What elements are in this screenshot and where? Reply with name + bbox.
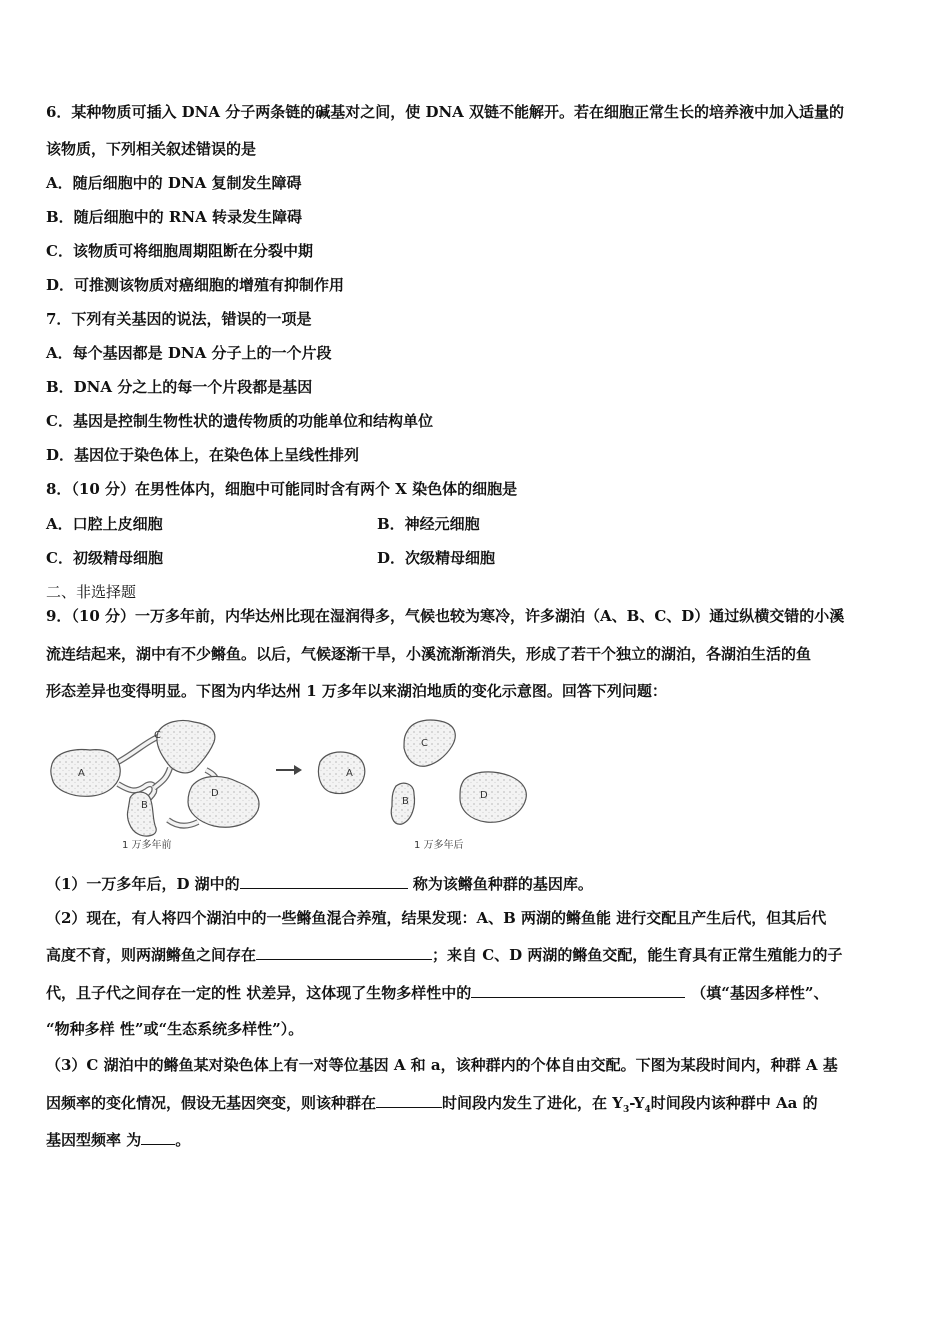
lake-label-b-before: B bbox=[141, 800, 148, 811]
lake-label-a-before: A bbox=[78, 768, 85, 779]
q9-part2-line4: “物种多样 性”或“生态系统多样性”）。 bbox=[46, 1020, 304, 1038]
q9-part2-line2 bbox=[46, 945, 842, 965]
q9-part1-text-post: 称为该鳉鱼种群的基因库。 bbox=[407, 875, 593, 893]
q6-stem-line1: 6．某种物质可插入 DNA 分子两条链的碱基对之间，使 DNA 双链不能解开。若在细胞正常生长的培养液中加入适量的 bbox=[46, 103, 845, 121]
caption-before: 1 万多年前 bbox=[122, 840, 172, 851]
q6-option-b: B．随后细胞中的 RNA 转录发生障碍 bbox=[46, 208, 302, 226]
lake-label-b-after: B bbox=[402, 796, 409, 807]
q9-part3-line2-pre: 因频率的变化情况，假设无基因突变，则该种群在 bbox=[46, 1094, 377, 1112]
lake-change-figure bbox=[46, 712, 546, 857]
q9-part3-line2-mid: 时间段内发生了进化，在 Y bbox=[442, 1094, 623, 1112]
q9-part3-line3-pre: 基因型频率 为 bbox=[46, 1131, 142, 1149]
q7-option-a: A．每个基因都是 DNA 分子上的一个片段 bbox=[46, 344, 332, 362]
subscript-3: 3 bbox=[622, 1105, 630, 1115]
lake-label-d-before: D bbox=[211, 788, 219, 799]
answer-blank-4[interactable] bbox=[376, 1093, 442, 1108]
q9-part3-line1: （3）C 湖泊中的鳉鱼某对染色体上有一对等位基因 A 和 a，该种群内的个体自由交配。下图为某段时间内，种群 A 基 bbox=[46, 1056, 838, 1074]
q9-part2-line3 bbox=[46, 983, 829, 1003]
q6-stem-line2: 该物质，下列相关叙述错误的是 bbox=[46, 140, 257, 158]
q9-part2-line2-pre: 高度不育，则两湖鳉鱼之间存在 bbox=[46, 946, 257, 964]
q7-option-d: D．基因位于染色体上，在染色体上呈线性排列 bbox=[46, 446, 360, 464]
q9-stem-line3: 形态差异也变得明显。下图为内华达州 1 万多年以来湖泊地质的变化示意图。回答下列问题： bbox=[46, 682, 667, 700]
answer-blank-2[interactable] bbox=[256, 945, 432, 960]
q9-part3-line3 bbox=[46, 1130, 190, 1150]
q9-part3-line2 bbox=[46, 1093, 818, 1120]
lake-label-c-before: C bbox=[154, 730, 161, 741]
q9-part3-dash: -Y bbox=[629, 1094, 645, 1112]
q9-part1 bbox=[46, 874, 593, 894]
q9-part2-line1: （2）现在，有人将四个湖泊中的一些鳉鱼混合养殖，结果发现：A、B 两湖的鳉鱼能 进行交配且产生后代，但其后代 bbox=[46, 909, 827, 927]
q9-part3-line3-post: 。 bbox=[175, 1131, 191, 1149]
q8-option-b: B．神经元细胞 bbox=[377, 515, 480, 533]
q8-option-d: D．次级精母细胞 bbox=[377, 549, 496, 567]
answer-blank-5[interactable] bbox=[141, 1130, 175, 1145]
lake-label-c-after: C bbox=[421, 738, 428, 749]
lake-label-d-after: D bbox=[480, 790, 488, 801]
q8-option-c: C．初级精母细胞 bbox=[46, 549, 163, 567]
q8-option-a: A．口腔上皮细胞 bbox=[46, 515, 163, 533]
subscript-4: 4 bbox=[644, 1105, 651, 1115]
caption-after: 1 万多年后 bbox=[414, 840, 464, 851]
q9-part3-line2-post: 时间段内该种群中 Aa 的 bbox=[650, 1094, 818, 1112]
q6-option-c: C．该物质可将细胞周期阻断在分裂中期 bbox=[46, 242, 313, 260]
q7-stem: 7．下列有关基因的说法，错误的一项是 bbox=[46, 310, 312, 328]
q9-part2-line2-post: ；来自 C、D 两湖的鳉鱼交配，能生育具有正常生殖能力的子 bbox=[432, 946, 843, 964]
q9-part2-line3-post: （填“基因多样性”、 bbox=[691, 984, 829, 1002]
q9-stem-line2: 流连结起来，湖中有不少鳉鱼。以后，气候逐渐干旱，小溪流渐渐消失，形成了若干个独立的湖泊，各湖泊生活的鱼 bbox=[46, 645, 812, 663]
q6-option-a: A．随后细胞中的 DNA 复制发生障碍 bbox=[46, 174, 302, 192]
answer-blank-1[interactable] bbox=[240, 874, 408, 889]
lake-label-a-after: A bbox=[346, 768, 353, 779]
section-heading: 二、非选择题 bbox=[46, 583, 137, 601]
right-arrow-icon bbox=[276, 765, 302, 775]
q7-option-c: C．基因是控制生物性状的遗传物质的功能单位和结构单位 bbox=[46, 412, 433, 430]
q9-part2-line3-pre: 代，且子代之间存在一定的性 状差异，这体现了生物多样性中的 bbox=[46, 984, 472, 1002]
q9-part1-text-pre: （1）一万多年后，D 湖中的 bbox=[46, 875, 240, 893]
q8-stem: 8．（10 分）在男性体内，细胞中可能同时含有两个 X 染色体的细胞是 bbox=[46, 480, 518, 498]
answer-blank-3[interactable] bbox=[471, 983, 685, 998]
q7-option-b: B．DNA 分之上的每一个片段都是基因 bbox=[46, 378, 313, 396]
q6-option-d: D．可推测该物质对癌细胞的增殖有抑制作用 bbox=[46, 276, 345, 294]
q9-stem-line1: 9．（10 分）一万多年前，内华达州比现在湿润得多，气候也较为寒冷，许多湖泊（A、B、C、D）通过纵横交错的小溪 bbox=[46, 607, 845, 625]
